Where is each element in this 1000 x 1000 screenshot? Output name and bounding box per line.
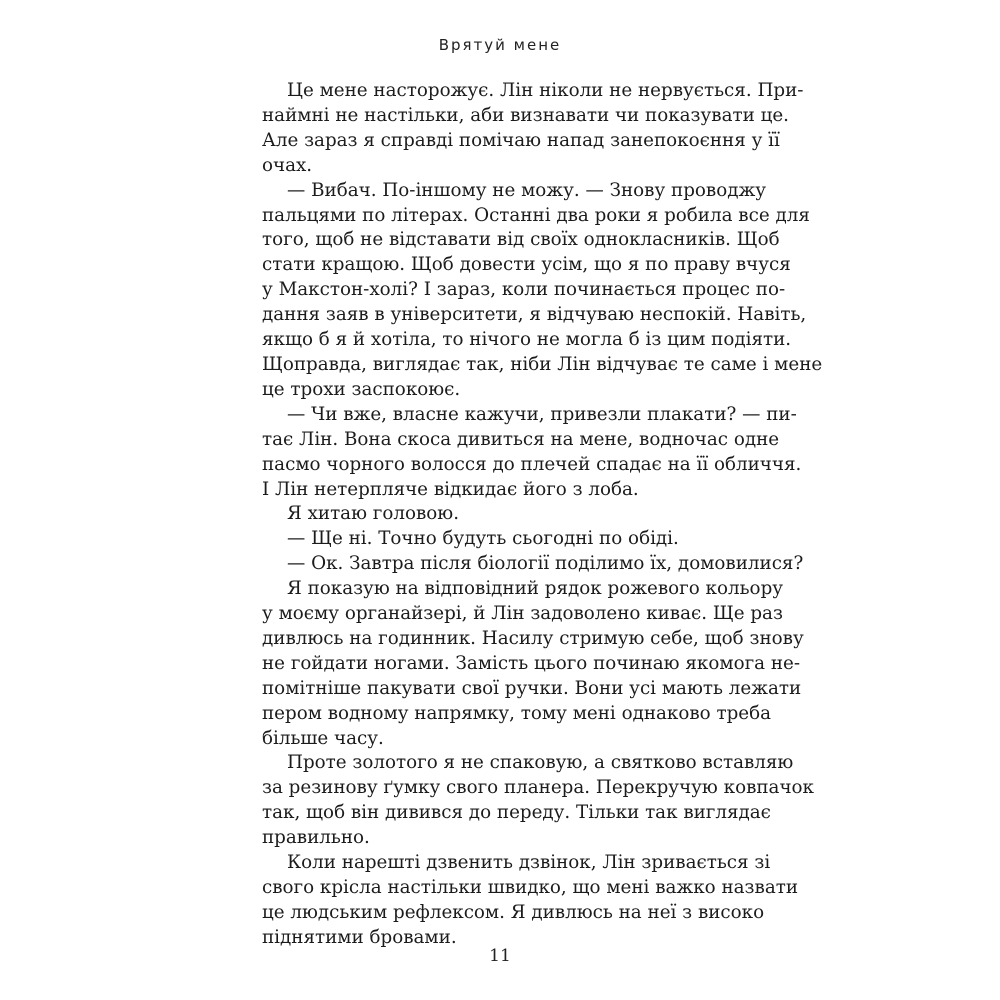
text-line: піднятими бровами.: [262, 926, 457, 948]
text-line: за резинову ґумку свого планера. Перекручую ковпачок: [262, 777, 814, 799]
text-line: дивлюсь на годинник. Насилу стримую себе, щоб знову: [262, 627, 804, 649]
text-line: стати кращою. Щоб довести усім, що я по праву вчуся: [262, 254, 791, 276]
text-line: наймні не настільки, аби визнавати чи показувати це.: [262, 104, 789, 126]
body-text: [262, 79, 823, 951]
text-line: більше часу.: [262, 727, 384, 749]
text-line: Щоправда, виглядає так, ніби Лін відчуває те саме і мене: [262, 353, 823, 375]
text-line: так, щоб він дивився до переду. Тільки так виглядає: [262, 802, 771, 824]
text-line: пальцями по літерах. Останні два роки я робила все для: [262, 204, 810, 226]
text-line: того, щоб не відставати від своїх однокласників. Щоб: [262, 229, 780, 251]
text-line: — Ще ні. Точно будуть сьогодні по обіді.: [287, 528, 679, 550]
text-line: помітніше пакувати свої ручки. Вони усі мають лежати: [262, 677, 802, 699]
text-line: дання заяв в університети, я відчуваю неспокій. Навіть,: [262, 304, 807, 326]
text-line: не гойдати ногами. Замість цього починаю якомога не-: [262, 652, 801, 674]
text-line: якщо б я й хотіла, то нічого не могла б із цим подіяти.: [262, 329, 792, 351]
text-line: свого крісла настільки швидко, що мені важко назвати: [262, 877, 799, 898]
text-line: пасмо чорного волосся до плечей спадає на її обличчя.: [262, 453, 802, 475]
text-line: Коли нарешті дзвенить дзвінок, Лін зривається зі: [287, 852, 771, 874]
text-line: Але зараз я справді помічаю напад занепокоєння у її: [262, 129, 780, 151]
text-line: Я показую на відповідний рядок рожевого кольору: [287, 578, 784, 600]
text-line: Я хитаю головою.: [287, 503, 460, 525]
text-line: — Чи вже, власне кажучи, привезли плакати? — пи-: [287, 403, 797, 425]
text-line: — Ок. Завтра після біології поділимо їх, домовилися?: [287, 553, 804, 575]
text-line: І Лін нетерпляче відкидає його з лоба.: [262, 478, 639, 500]
text-line: це людським рефлексом. Я дивлюсь на неї з високо: [262, 901, 765, 923]
text-line: у моєму органайзері, й Лін задоволено киває. Ще раз: [262, 603, 783, 625]
text-line: — Вибач. По-іншому не можу. — Знову проводжу: [287, 179, 767, 201]
text-line: очах.: [262, 154, 313, 176]
text-line: тає Лін. Вона скоса дивиться на мене, водночас одне: [262, 428, 780, 450]
text-line: Це мене насторожує. Лін ніколи не нервується. При-: [287, 80, 804, 101]
text-line: Проте золотого я не спаковую, а святково вставляю: [287, 752, 794, 774]
page-number: 11: [489, 946, 511, 966]
running-head: Врятуй мене: [438, 36, 562, 54]
text-line: у Макстон-холі? І зараз, коли починається процес по-: [262, 279, 786, 301]
text-line: це трохи заспокоює.: [262, 378, 461, 400]
text-line: пером водному напрямку, тому мені однаково треба: [262, 702, 772, 724]
text-line: правильно.: [262, 827, 370, 849]
